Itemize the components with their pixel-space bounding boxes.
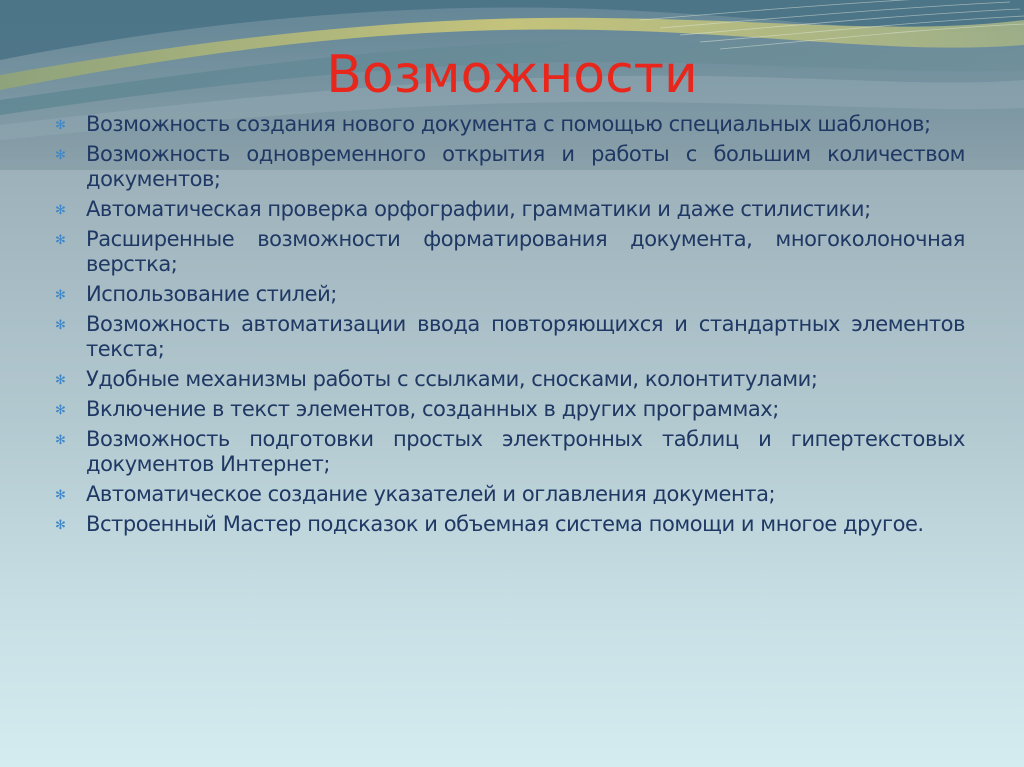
list-item <box>55 197 965 222</box>
list-item <box>55 312 965 362</box>
bullet-text: Расширенные возможности форматирования документа, многоколоночная верстка; <box>86 227 965 276</box>
bullet-text: Использование стилей; <box>86 282 337 306</box>
asterisk-bullet-icon: ✻ <box>55 488 66 503</box>
bullet-text: Возможность создания нового документа с помощью специальных шаблонов; <box>86 112 931 136</box>
list-item <box>55 227 965 277</box>
bullet-text: Удобные механизмы работы с ссылками, сносками, колонтитулами; <box>86 367 818 391</box>
bullet-list <box>55 112 965 542</box>
asterisk-bullet-icon: ✻ <box>55 288 66 303</box>
asterisk-bullet-icon: ✻ <box>55 118 66 133</box>
bullet-text: Автоматическая проверка орфографии, грамматики и даже стилистики; <box>86 197 871 221</box>
bullet-text: Автоматическое создание указателей и оглавления документа; <box>86 482 776 506</box>
asterisk-bullet-icon: ✻ <box>55 433 66 448</box>
list-item <box>55 512 965 537</box>
bullet-text: Возможность одновременного открытия и работы с большим количеством документов; <box>86 142 965 191</box>
asterisk-bullet-icon: ✻ <box>55 518 66 533</box>
asterisk-bullet-icon: ✻ <box>55 148 66 163</box>
list-item <box>55 397 965 422</box>
list-item <box>55 142 965 192</box>
slide-title: Возможности <box>326 45 698 105</box>
asterisk-bullet-icon: ✻ <box>55 203 66 218</box>
bullet-text: Возможность автоматизации ввода повторяющихся и стандартных элементов текста; <box>86 312 965 361</box>
list-item <box>55 367 965 392</box>
asterisk-bullet-icon: ✻ <box>55 233 66 248</box>
asterisk-bullet-icon: ✻ <box>55 373 66 388</box>
bullet-text: Возможность подготовки простых электронных таблиц и гипертекстовых документов Интернет; <box>86 427 965 476</box>
list-item <box>55 482 965 507</box>
list-item <box>55 112 965 137</box>
list-item <box>55 282 965 307</box>
asterisk-bullet-icon: ✻ <box>55 318 66 333</box>
bullet-text: Встроенный Мастер подсказок и объемная система помощи и многое другое. <box>86 512 924 536</box>
asterisk-bullet-icon: ✻ <box>55 403 66 418</box>
list-item <box>55 427 965 477</box>
bullet-text: Включение в текст элементов, созданных в других программах; <box>86 397 779 421</box>
